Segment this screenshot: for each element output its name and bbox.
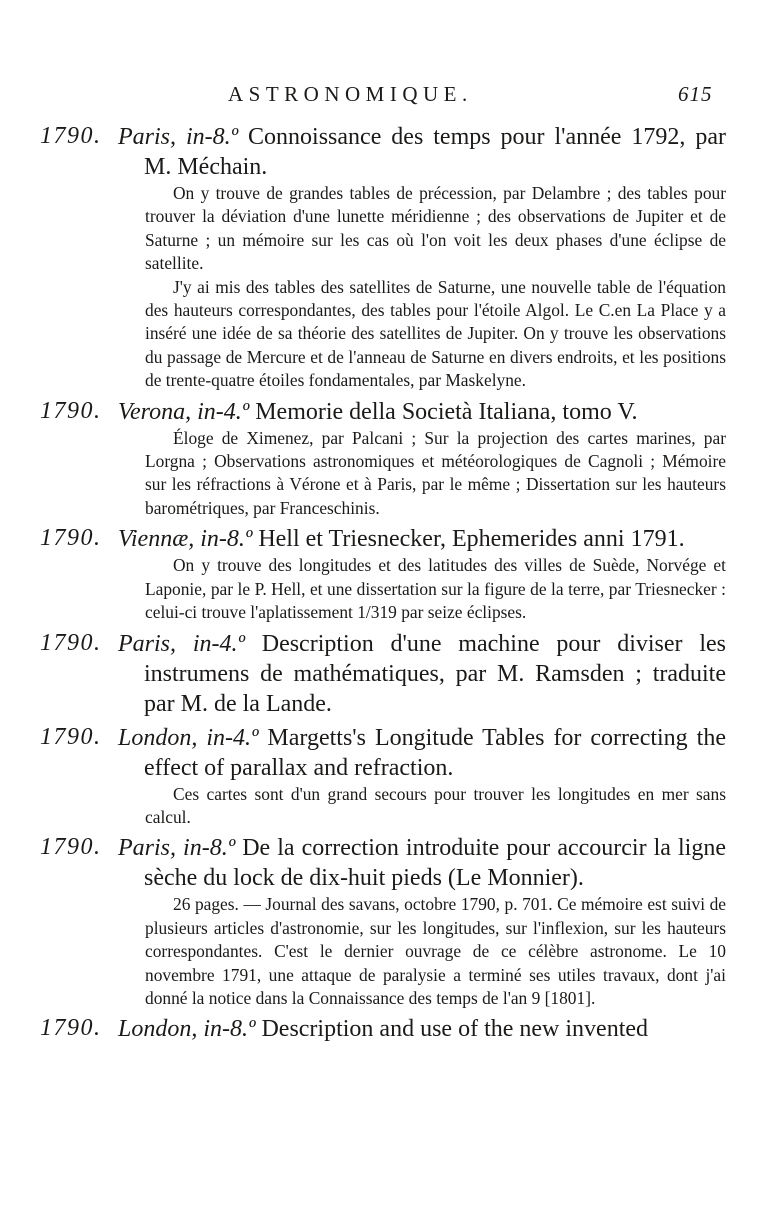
entry-notes <box>145 182 726 393</box>
entry-title: Hell et Triesnecker, Ephemerides anni 1791. <box>252 526 685 553</box>
entry-place: Paris, in-8.º <box>118 124 239 150</box>
entry-place: London, in-8.º <box>118 1016 256 1043</box>
entry-year: 1790. <box>40 123 102 149</box>
entry-year: 1790. <box>40 397 102 424</box>
entry-place: Paris, in-4.º <box>118 630 245 657</box>
bibliography-entries <box>0 122 766 1048</box>
entry-title: Memorie della Società Italiana, tomo V. <box>249 398 638 425</box>
entry-1 <box>0 122 766 393</box>
entry-notes <box>145 554 726 624</box>
entry-heading <box>118 1014 726 1044</box>
entry-heading <box>118 524 726 554</box>
entry-year: 1790. <box>40 629 102 656</box>
entry-place: London, in-4.º <box>118 724 259 751</box>
entry-heading <box>118 397 726 427</box>
entry-note: On y trouve de grandes tables de précession, par Delambre ; des tables pour trouver la déviation d'une lunette méridienne ; des observations de Jupiter et de Saturne ; un mémoire sur les cas où l'on voit les deux phases d'une éclipse de satellite. <box>145 183 726 274</box>
entry-7 <box>0 1014 766 1044</box>
entry-title: Description d'une machine pour diviser les instrumens de mathématiques, par M. Ramsden ; traduite par M. de la Lande. <box>144 630 726 717</box>
entry-heading <box>118 122 726 182</box>
entry-note: On y trouve des longitudes et des latitudes des villes de Suède, Norvége et Laponie, par le P. Hell, et une dissertation sur la figure de la terre, par Triesnecker : celui-ci trouve l'aplatissement 1/319 par seize éclipses. <box>145 555 726 623</box>
entry-2 <box>0 397 766 521</box>
entry-note: J'y ai mis des tables des satellites de Saturne, une nouvelle table de l'équation des hauteurs correspondantes, des tables pour l'étoile Algol. Le C.en La Place y a inséré une idée de sa théorie des satellites de Jupiter. On y trouve les observations du passage de Mercure et de l'anneau de Saturne en divers endroits, et les positions de trente-quatre étoiles fondamentales, par Maskelyne. <box>145 276 726 391</box>
entry-heading <box>118 833 726 893</box>
entry-place: Verona, in-4.º <box>118 398 250 425</box>
entry-year: 1790. <box>40 525 102 552</box>
entry-title: Connoissance des temps pour l'année 1792, par M. Méchain. <box>144 124 727 180</box>
entry-5 <box>0 723 766 830</box>
entry-note: Éloge de Ximenez, par Palcani ; Sur la projection des cartes marines, par Lorgna ; Observations astronomiques et météorologiques de Cagnoli ; Mémoire sur les réfractions à Vérone et à Paris, par le même ; Dissertation sur les hauteurs barométriques, par Franceschinis. <box>145 427 726 518</box>
entry-title: De la correction introduite pour accourcir la ligne sèche du lock de dix-huit pieds (Le Monnier). <box>144 835 726 892</box>
entry-notes <box>145 427 726 521</box>
entry-notes <box>145 783 726 830</box>
entry-year: 1790. <box>40 1015 102 1042</box>
entry-note: 26 pages. — Journal des savans, octobre 1790, p. 701. Ce mémoire est suivi de plusieurs articles d'astronomie, sur les longitudes, sur l'inflexion, sur les hauteurs correspondantes. C'est le dernier ouvrage de ce célèbre astronome. Le 10 novembre 1791, une attaque de paralysie a terminé ses utiles travaux, dont j'ai donné la notice dans la Connaissance des temps de l'an 9 [1801]. <box>145 894 726 1008</box>
entry-place: Paris, in-8.º <box>118 835 236 862</box>
page-number: 615 <box>678 82 713 106</box>
entry-title: Margetts's Longitude Tables for correcting the effect of parallax and refraction. <box>144 724 726 781</box>
entry-heading <box>118 629 726 719</box>
running-header <box>0 82 766 112</box>
entry-place: Viennæ, in-8.º <box>118 526 253 553</box>
entry-title: Description and use of the new invented <box>255 1016 649 1043</box>
entry-3 <box>0 524 766 624</box>
entry-year: 1790. <box>40 834 102 861</box>
entry-heading <box>118 723 726 783</box>
entry-4 <box>0 629 766 719</box>
entry-notes <box>145 893 726 1010</box>
running-title: ASTRONOMIQUE. <box>228 82 473 106</box>
entry-6 <box>0 833 766 1010</box>
entry-note: Ces cartes sont d'un grand secours pour trouver les longitudes en mer sans calcul. <box>145 783 726 827</box>
entry-year: 1790. <box>40 723 102 750</box>
